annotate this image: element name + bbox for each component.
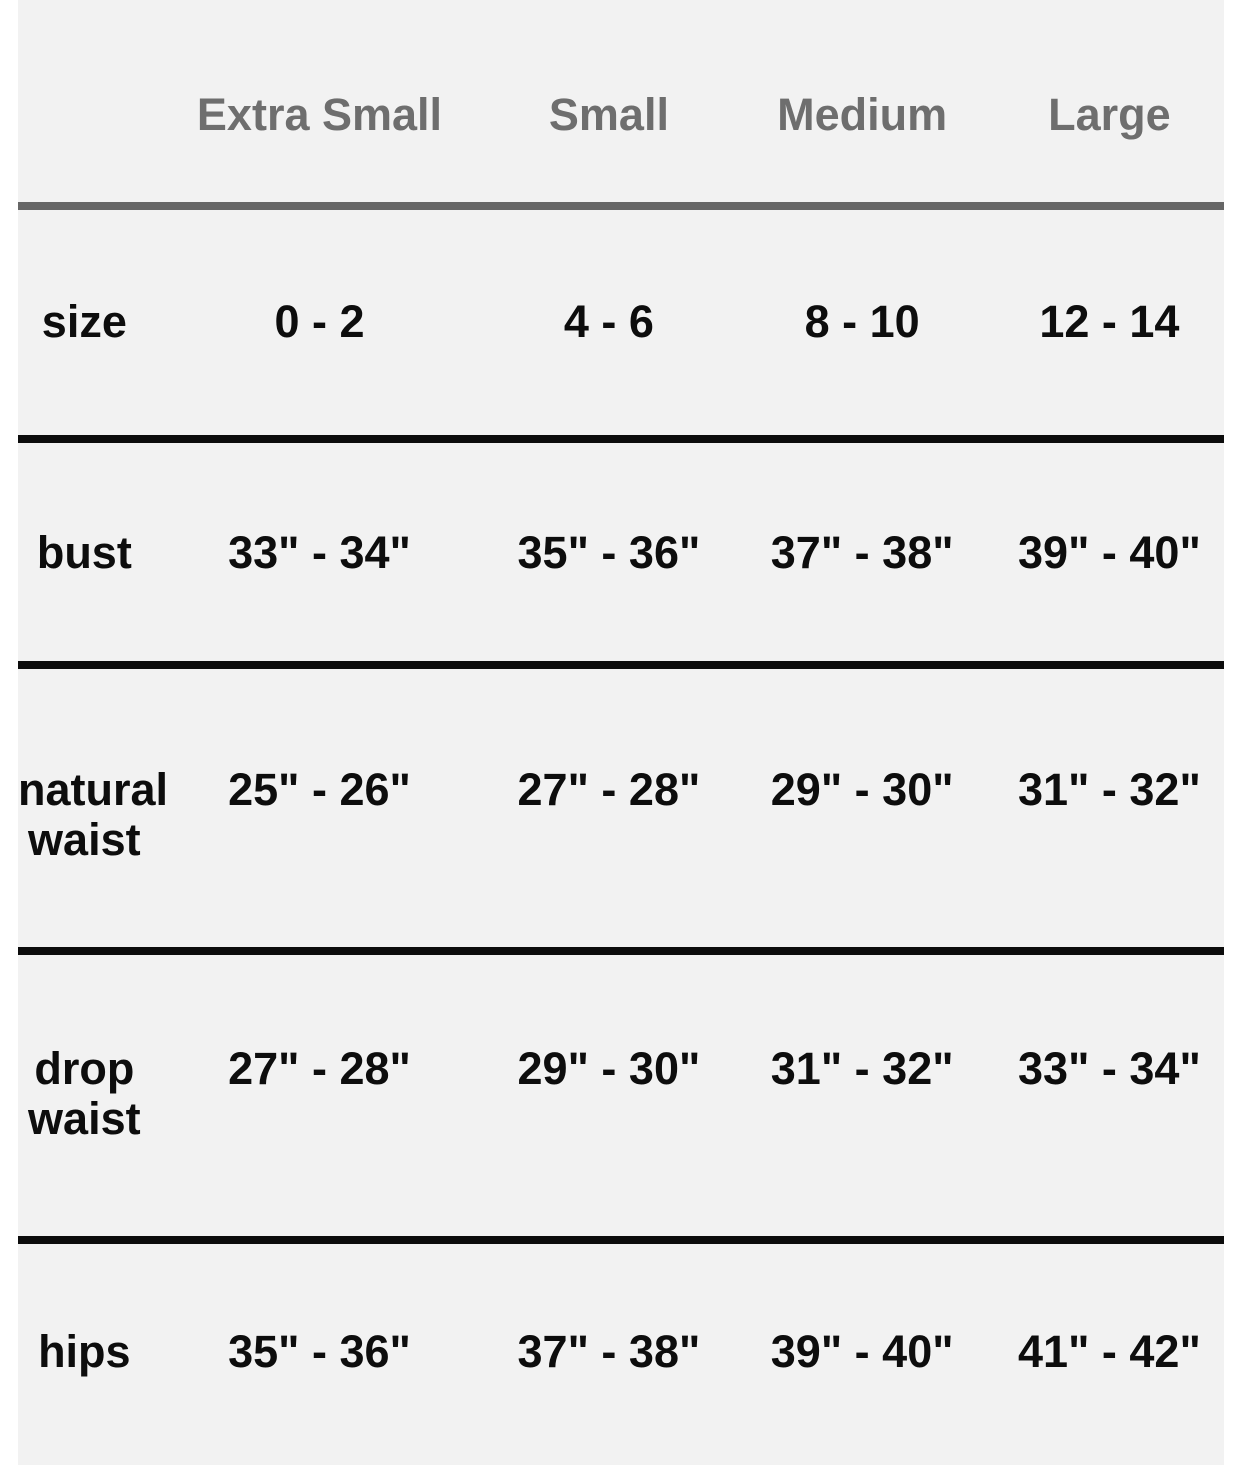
cell-drop-waist-medium: 31" - 32" — [730, 951, 995, 1240]
column-header-small: Small — [488, 0, 729, 206]
column-header-large: Large — [995, 0, 1224, 206]
cell-hips-small: 37" - 38" — [517, 1326, 701, 1377]
cell-bust-small: 35" - 36" — [488, 439, 729, 665]
row-label-natural-waist: natural waist — [18, 665, 151, 951]
cell-size-extra-small: 0 - 2 — [151, 206, 489, 439]
row-label-size: size — [18, 206, 151, 439]
cell-hips-large: 41" - 42" — [1018, 1326, 1201, 1377]
table-row-bust — [18, 439, 1224, 665]
size-chart-sheet — [18, 0, 1224, 1454]
cell-natural-waist-large: 31" - 32" — [995, 665, 1224, 951]
table-row-hips — [18, 1240, 1224, 1465]
table-row-size — [18, 206, 1224, 439]
cell-hips-extra-small: 35" - 36" — [228, 1326, 411, 1377]
cell-drop-waist-small: 29" - 30" — [488, 951, 729, 1240]
column-header-medium: Medium — [730, 0, 995, 206]
cell-bust-large: 39" - 40" — [995, 439, 1224, 665]
cell-natural-waist-extra-small: 25" - 26" — [151, 665, 489, 951]
table-row-natural-waist — [18, 665, 1224, 951]
column-header-extra-small: Extra Small — [151, 0, 489, 206]
row-label-bust: bust — [18, 439, 151, 665]
corner-cell — [18, 0, 151, 206]
cell-bust-extra-small: 33" - 34" — [151, 439, 489, 665]
cell-size-small: 4 - 6 — [488, 206, 729, 439]
header-row — [18, 0, 1224, 206]
cell-hips-medium: 39" - 40" — [770, 1326, 954, 1377]
row-label-hips: hips — [38, 1326, 131, 1377]
cell-bust-medium: 37" - 38" — [730, 439, 995, 665]
row-label-drop-waist: drop waist — [18, 951, 151, 1240]
cell-size-medium: 8 - 10 — [730, 206, 995, 439]
cell-natural-waist-small: 27" - 28" — [488, 665, 729, 951]
cell-size-large: 12 - 14 — [995, 206, 1224, 439]
cell-drop-waist-extra-small: 27" - 28" — [151, 951, 489, 1240]
size-chart-table — [18, 0, 1224, 1465]
cell-drop-waist-large: 33" - 34" — [995, 951, 1224, 1240]
table-row-drop-waist — [18, 951, 1224, 1240]
cell-natural-waist-medium: 29" - 30" — [730, 665, 995, 951]
